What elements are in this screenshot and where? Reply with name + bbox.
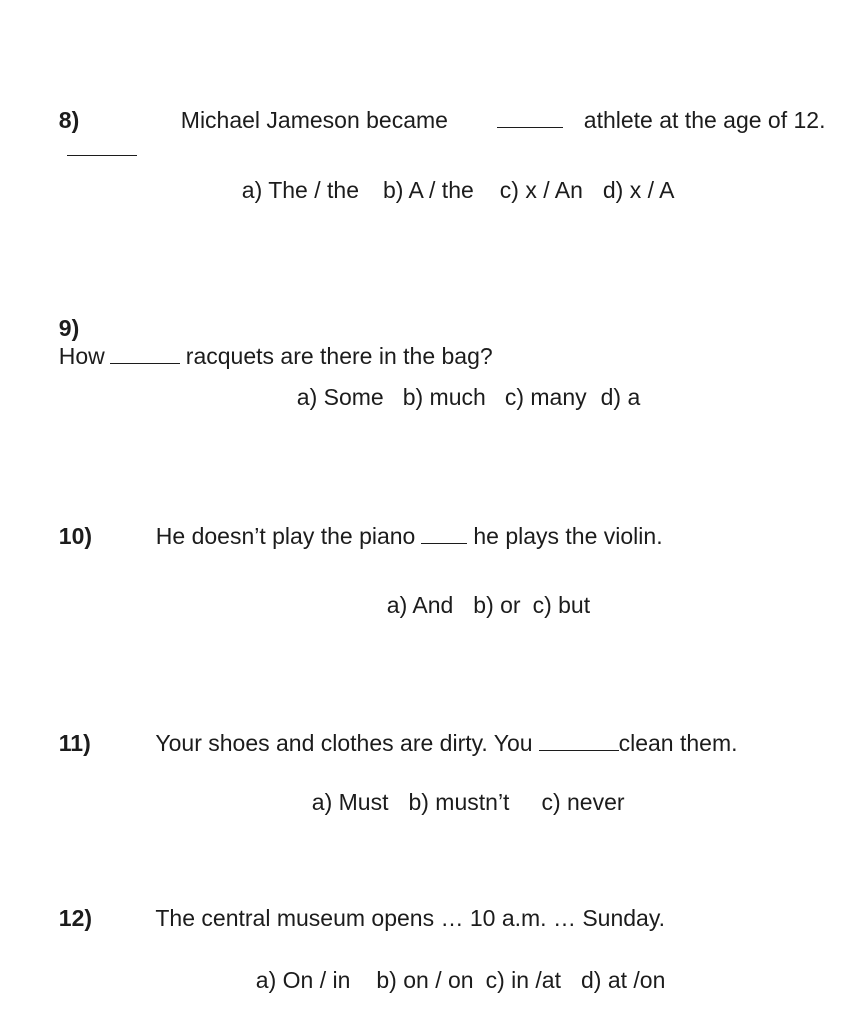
option-a: a) On / in <box>255 967 351 993</box>
option-c: c) x / An <box>499 177 583 203</box>
option-b: b) much <box>402 384 486 410</box>
question-10-options <box>374 563 590 619</box>
question-8 <box>46 78 137 162</box>
answer-blank <box>421 529 467 544</box>
question-12-number <box>46 876 92 932</box>
question-11-number <box>46 701 91 757</box>
option-b: b) on / on <box>376 967 474 993</box>
option-b: b) A / the <box>382 177 474 203</box>
option-a: a) And <box>386 592 454 618</box>
question-number: 8) <box>58 107 80 133</box>
answer-blank <box>67 141 137 156</box>
question-number: 12) <box>58 905 93 931</box>
question-12-options <box>243 938 665 994</box>
question-number: 11) <box>58 730 91 756</box>
option-c: c) never <box>541 789 625 815</box>
question-text: Michael Jameson became <box>180 107 448 133</box>
question-8-blank-2 <box>484 78 563 134</box>
question-11-options <box>299 760 625 816</box>
question-text: he plays the violin. <box>473 523 663 549</box>
question-text: Your shoes and clothes are dirty. You <box>155 730 533 756</box>
option-c: c) but <box>532 592 591 618</box>
option-a: a) Some <box>296 384 384 410</box>
question-8-options <box>229 148 674 204</box>
question-text: racquets are there in the bag? <box>185 343 493 369</box>
question-10 <box>143 494 663 550</box>
question-10-number <box>46 494 92 550</box>
answer-blank <box>539 736 619 751</box>
question-8-text <box>168 78 448 134</box>
question-text: He doesn’t play the piano <box>155 523 416 549</box>
question-8-text-end <box>571 78 825 134</box>
question-12 <box>143 876 665 932</box>
option-c: c) in /at <box>485 967 561 993</box>
answer-blank <box>497 113 563 128</box>
question-number: 10) <box>58 523 93 549</box>
option-a: a) Must <box>311 789 389 815</box>
question-9-options <box>284 355 640 411</box>
option-d: d) at /on <box>581 967 666 993</box>
question-text: athlete at the age of 12. <box>583 107 826 133</box>
option-c: c) many <box>504 384 587 410</box>
option-b: b) mustn’t <box>408 789 510 815</box>
option-a: a) The / the <box>241 177 359 203</box>
option-d: d) a <box>600 384 641 410</box>
answer-blank <box>110 349 180 364</box>
question-text: clean them. <box>618 730 738 756</box>
question-number: 9) <box>58 315 80 341</box>
question-text: The central museum opens … 10 a.m. … Sunday. <box>155 905 666 931</box>
option-b: b) or <box>473 592 521 618</box>
option-d: d) x / A <box>602 177 675 203</box>
question-text: How <box>58 343 105 369</box>
question-11 <box>143 701 738 757</box>
